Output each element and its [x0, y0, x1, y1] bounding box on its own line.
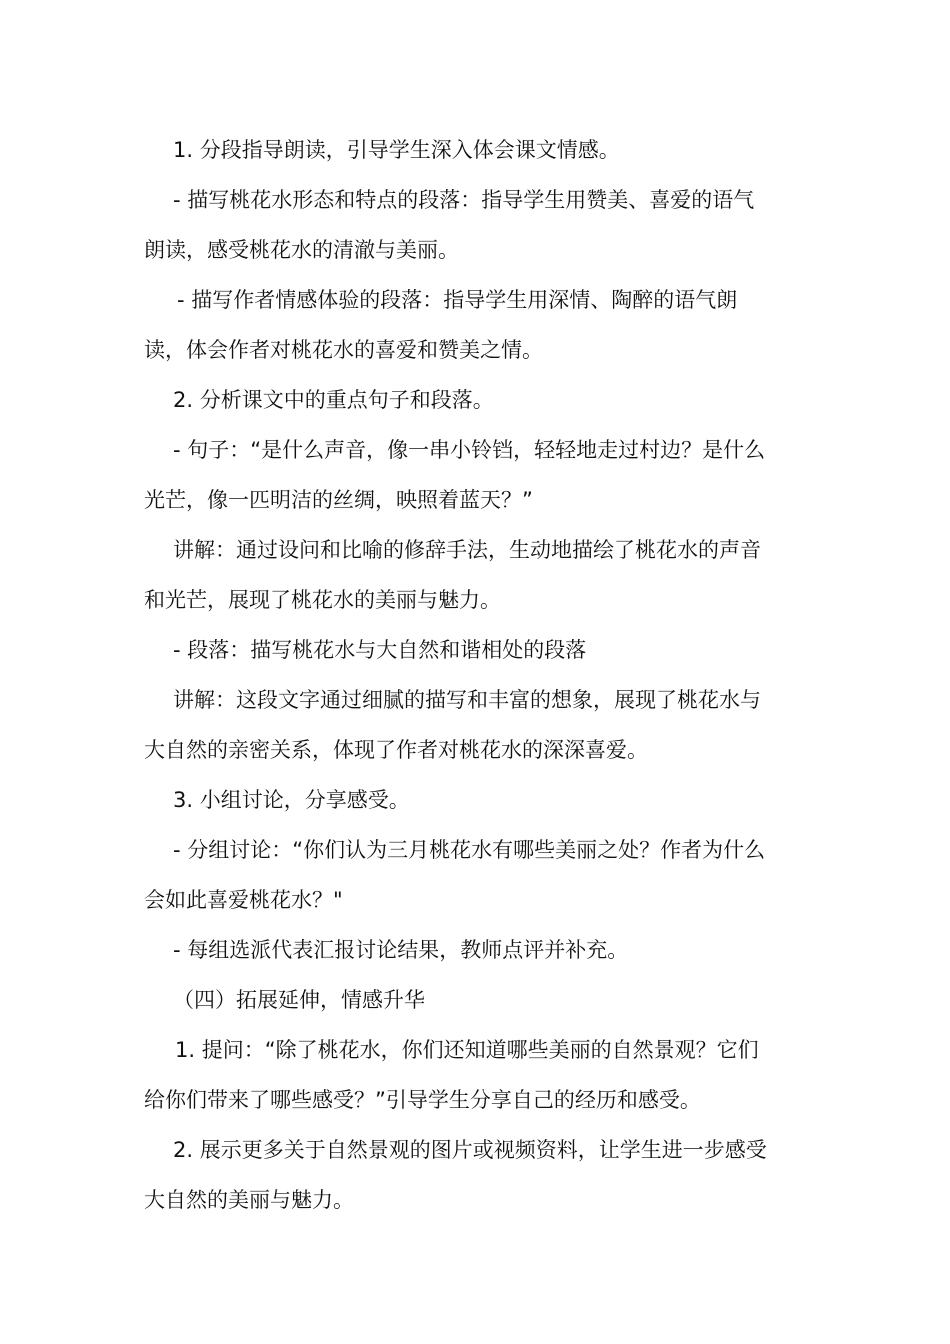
- text-line-9: 讲解：通过设问和比喻的修辞手法，生动地描绘了桃花水的声音: [173, 538, 761, 562]
- text-line-5: 读，体会作者对桃花水的喜爱和赞美之情。: [144, 338, 543, 362]
- text-line-6: 2. 分析课文中的重点句子和段落。: [173, 388, 494, 412]
- text-line-2: - 描写桃花水形态和特点的段落：指导学生用赞美、喜爱的语气: [173, 188, 755, 212]
- text-line-11: - 段落：描写桃花水与大自然和谐相处的段落: [173, 638, 587, 662]
- text-line-3: 朗读，感受桃花水的清澈与美丽。: [144, 238, 459, 262]
- text-line-20: 给你们带来了哪些感受？”引导学生分享自己的经历和感受。: [144, 1088, 701, 1112]
- text-line-1: 1. 分段指导朗读，引导学生深入体会课文情感。: [173, 138, 620, 162]
- text-line-16: 会如此喜爱桃花水？": [144, 888, 343, 912]
- text-line-10: 和光芒，展现了桃花水的美丽与魅力。: [144, 588, 501, 612]
- text-line-4: - 描写作者情感体验的段落：指导学生用深情、陶醉的语气朗: [177, 288, 738, 312]
- text-line-14: 3. 小组讨论，分享感受。: [173, 788, 410, 812]
- text-line-13: 大自然的亲密关系，体现了作者对桃花水的深深喜爱。: [144, 738, 648, 762]
- text-line-8: 光芒，像一匹明洁的丝绸，映照着蓝天？”: [144, 488, 533, 512]
- text-line-21: 2. 展示更多关于自然景观的图片或视频资料，让学生进一步感受: [173, 1138, 767, 1162]
- text-line-15: - 分组讨论：“你们认为三月桃花水有哪些美丽之处？作者为什么: [173, 838, 766, 862]
- document-body: [144, 125, 812, 1225]
- text-line-7: - 句子：“是什么声音，像一串小铃铛，轻轻地走过村边？是什么: [173, 438, 766, 462]
- text-line-19: 1. 提问：“除了桃花水，你们还知道哪些美丽的自然景观？它们: [175, 1038, 759, 1062]
- text-line-22: 大自然的美丽与魅力。: [144, 1188, 354, 1212]
- text-line-17: - 每组选派代表汇报讨论结果，教师点评并补充。: [173, 938, 629, 962]
- text-line-12: 讲解：这段文字通过细腻的描写和丰富的想象，展现了桃花水与: [173, 688, 761, 712]
- section-heading: （四）拓展延伸，情感升华: [173, 988, 425, 1012]
